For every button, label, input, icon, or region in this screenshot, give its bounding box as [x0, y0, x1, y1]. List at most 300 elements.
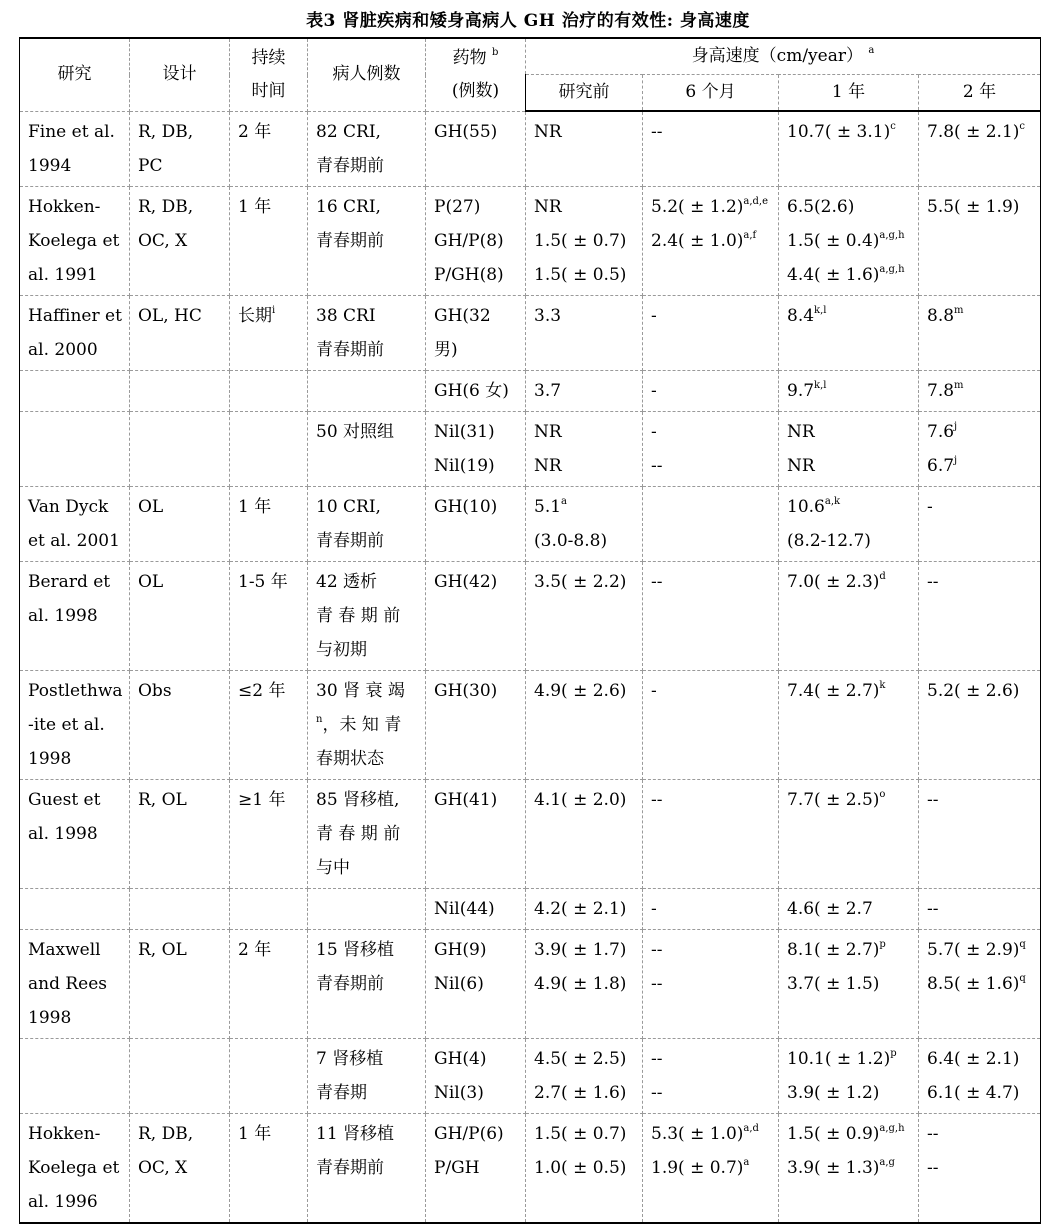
cell-design [130, 1038, 230, 1113]
footnote-marker: p [879, 938, 886, 950]
cell-patients [308, 295, 426, 370]
cell-patients [308, 1113, 426, 1223]
cell-line [787, 258, 910, 292]
footnote-marker: q [1019, 938, 1026, 950]
cell-m6 [643, 1113, 779, 1223]
header-velocity-label: 身高速度（cm/year） [691, 46, 863, 66]
cell-value: 8.5( ± 1.6) [927, 973, 1020, 994]
cell-line: -- [651, 571, 663, 592]
cell-line [927, 115, 1032, 149]
cell-study [20, 370, 130, 411]
cell-line: 1 年 [238, 196, 272, 217]
cell-line: Nil(44) [434, 898, 495, 919]
cell-line [787, 374, 910, 408]
cell-design [130, 295, 230, 370]
cell-line: 10 CRI, [316, 496, 381, 517]
cell-line: -- [927, 571, 939, 592]
cell-study [20, 1038, 130, 1113]
cell-design [130, 929, 230, 1038]
header-before-study: 研究前 [526, 75, 643, 112]
cell-line: R, OL [138, 789, 187, 810]
footnote-marker: i [272, 304, 276, 316]
cell-line: 82 CRI, [316, 121, 381, 142]
cell-design [130, 370, 230, 411]
header-duration [230, 38, 308, 111]
cell-line: OL [138, 496, 164, 517]
cell-line: GH(9) [434, 939, 487, 960]
cell-line [927, 933, 1032, 967]
cell-line: OL [138, 571, 164, 592]
cell-y1 [779, 411, 919, 486]
cell-patients [308, 670, 426, 779]
cell-line: 3.9( ± 1.7) [534, 939, 627, 960]
cell-y1 [779, 929, 919, 1038]
cell-line: Koelega et [28, 230, 120, 251]
cell-line: GH/P(8) [434, 230, 504, 251]
cell-duration [230, 186, 308, 295]
cell-before [526, 295, 643, 370]
cell-before [526, 561, 643, 670]
cell-duration [230, 929, 308, 1038]
cell-duration [230, 779, 308, 888]
cell-line: -- [651, 1048, 663, 1069]
cell-line: GH(6 女) [434, 380, 509, 401]
cell-line: 与中 [316, 857, 350, 878]
cell-line [787, 783, 910, 817]
cell-line: 1 年 [238, 1123, 272, 1144]
cell-line: NR [534, 196, 562, 217]
cell-line: 2 年 [238, 121, 272, 142]
cell-line: P(27) [434, 196, 481, 217]
cell-line: and Rees [28, 973, 108, 994]
cell-line [651, 224, 770, 258]
cell-line: OC, X [138, 230, 188, 251]
cell-drug [426, 888, 526, 929]
footnote-marker: a,k [824, 495, 841, 507]
footnote-marker: a,g,h [879, 263, 905, 275]
table-row [20, 561, 1041, 670]
cell-line: 男) [434, 339, 458, 360]
cell-value: 3.9( ± 1.3) [787, 1157, 880, 1178]
cell-line: 青春期前 [316, 339, 384, 360]
cell-study [20, 561, 130, 670]
cell-line: - [927, 496, 933, 517]
cell-line: 1998 [28, 748, 72, 769]
cell-line: 4.1( ± 2.0) [534, 789, 627, 810]
footnote-marker: a,d,e [743, 195, 769, 207]
cell-y1 [779, 370, 919, 411]
cell-line: Postlethwa [28, 680, 123, 701]
cell-line: 4.5( ± 2.5) [534, 1048, 627, 1069]
cell-design [130, 888, 230, 929]
table-row [20, 779, 1041, 888]
cell-line: 4.9( ± 1.8) [534, 973, 627, 994]
cell-line: NR [534, 122, 562, 142]
cell-y2 [919, 670, 1041, 779]
cell-y1 [779, 1113, 919, 1223]
cell-line: 4.6( ± 2.7 [787, 898, 873, 919]
cell-line: GH(41) [434, 789, 498, 810]
cell-line: Haffiner et [28, 305, 122, 326]
header-drug-line2: (例数) [451, 80, 500, 101]
cell-before [526, 888, 643, 929]
cell-y1 [779, 779, 919, 888]
cell-line: 1.5( ± 0.5) [534, 264, 627, 285]
cell-line: GH(42) [434, 571, 498, 592]
cell-line [927, 415, 1032, 449]
cell-line [927, 374, 1032, 408]
cell-study [20, 888, 130, 929]
cell-m6 [643, 370, 779, 411]
table-row [20, 295, 1041, 370]
cell-patients [308, 370, 426, 411]
cell-line [787, 674, 910, 708]
cell-patients [308, 1038, 426, 1113]
cell-value: 9.7 [787, 380, 815, 401]
cell-line: 42 透析 [316, 571, 378, 592]
cell-study [20, 929, 130, 1038]
cell-y2 [919, 295, 1041, 370]
cell-line: 6.5(2.6) [787, 196, 855, 217]
cell-y1 [779, 888, 919, 929]
cell-line: -ite et al. [28, 714, 105, 735]
cell-duration [230, 486, 308, 561]
cell-line: 1.0( ± 0.5) [534, 1157, 627, 1178]
cell-value: 8.4 [787, 305, 815, 326]
cell-m6 [643, 561, 779, 670]
cell-line: -- [927, 789, 939, 810]
cell-m6 [643, 411, 779, 486]
cell-study [20, 186, 130, 295]
cell-drug [426, 411, 526, 486]
cell-m6 [643, 888, 779, 929]
cell-line: 6.4( ± 2.1) [927, 1048, 1020, 1069]
table-row [20, 370, 1041, 411]
cell-line: -- [651, 455, 663, 476]
cell-line: 青春期前 [316, 530, 384, 551]
cell-duration [230, 370, 308, 411]
cell-patients [308, 411, 426, 486]
cell-drug [426, 111, 526, 186]
cell-line: 1998 [28, 1007, 72, 1028]
header-1-year: 1 年 [779, 75, 919, 112]
cell-drug [426, 561, 526, 670]
cell-line: 青春期 [316, 1082, 367, 1103]
cell-line: Nil(3) [434, 1082, 484, 1103]
table-row [20, 411, 1041, 486]
cell-line: -- [927, 1157, 939, 1178]
cell-line: 3.9( ± 1.2) [787, 1082, 880, 1103]
cell-line: -- [651, 973, 663, 994]
cell-line: NR [787, 455, 815, 476]
footnote-marker: c [890, 121, 896, 132]
header-drug [426, 38, 526, 111]
footnote-marker: d [879, 570, 886, 582]
cell-study [20, 486, 130, 561]
footnote-marker: k [879, 679, 886, 691]
cell-m6 [643, 779, 779, 888]
cell-line: al. 1998 [28, 823, 98, 844]
header-patients: 病人例数 [308, 38, 426, 111]
cell-line: PC [138, 155, 163, 176]
header-2-years: 2 年 [919, 75, 1041, 112]
cell-line: 15 肾移植 [316, 939, 395, 960]
cell-before [526, 929, 643, 1038]
cell-line [316, 708, 417, 742]
cell-before [526, 411, 643, 486]
cell-line: Fine et al. [28, 121, 115, 142]
cell-drug [426, 1113, 526, 1223]
cell-m6 [643, 670, 779, 779]
cell-line: R, DB, [138, 196, 194, 217]
footnote-marker: a [561, 495, 568, 507]
cell-line [238, 299, 299, 333]
footnote-marker: c [1019, 121, 1025, 132]
cell-value: 7.8 [927, 380, 955, 401]
table-row [20, 670, 1041, 779]
cell-y1 [779, 561, 919, 670]
cell-line: 1.5( ± 0.7) [534, 1123, 627, 1144]
cell-design [130, 186, 230, 295]
cell-line: Nil(6) [434, 973, 484, 994]
cell-patients [308, 561, 426, 670]
cell-drug [426, 779, 526, 888]
cell-line: 6.1( ± 4.7) [927, 1082, 1020, 1103]
cell-line: 青 春 期 前 [316, 823, 401, 844]
header-drug-footnote: b [492, 46, 499, 58]
cell-line [927, 299, 1032, 333]
footnote-marker: a,g [879, 1156, 895, 1168]
cell-study [20, 779, 130, 888]
cell-line [787, 565, 910, 599]
cell-line: OL, HC [138, 305, 202, 326]
cell-line: 3.3 [534, 305, 562, 326]
cell-drug [426, 486, 526, 561]
cell-value: 7.6 [927, 421, 955, 442]
cell-value: 4.4( ± 1.6) [787, 264, 880, 285]
cell-line: Nil(19) [434, 455, 495, 476]
cell-study [20, 295, 130, 370]
cell-before [526, 1113, 643, 1223]
cell-value: 5.7( ± 2.9) [927, 939, 1020, 960]
cell-line: Hokken- [28, 196, 101, 217]
cell-line: 春期状态 [316, 748, 384, 769]
cell-value: 10.1( ± 1.2) [787, 1048, 891, 1069]
cell-y1 [779, 1038, 919, 1113]
cell-study [20, 1113, 130, 1223]
cell-value: 1.9( ± 0.7) [651, 1157, 744, 1178]
cell-drug [426, 929, 526, 1038]
cell-line: 青春期前 [316, 1157, 384, 1178]
cell-line: et al. 2001 [28, 530, 120, 551]
cell-line: 3.5( ± 2.2) [534, 571, 627, 592]
cell-value: 8.8 [927, 305, 955, 326]
cell-value: 7.0( ± 2.3) [787, 571, 880, 592]
cell-design [130, 1113, 230, 1223]
cell-y2 [919, 888, 1041, 929]
cell-line: al. 1996 [28, 1191, 98, 1212]
cell-line: GH(4) [434, 1048, 487, 1069]
cell-before [526, 670, 643, 779]
cell-line: - [651, 680, 657, 701]
footnote-marker: m [954, 304, 964, 316]
header-velocity-footnote: a [868, 45, 875, 56]
cell-line: - [651, 898, 657, 919]
cell-duration [230, 295, 308, 370]
cell-line: Van Dyck [28, 496, 109, 517]
cell-m6 [643, 929, 779, 1038]
cell-value: 8.1( ± 2.7) [787, 939, 880, 960]
footnote-marker: a,f [743, 229, 757, 241]
cell-line [927, 967, 1032, 1001]
cell-line [787, 299, 910, 333]
cell-design [130, 111, 230, 186]
cell-patients [308, 111, 426, 186]
cell-line: P/GH(8) [434, 264, 504, 285]
table-body [20, 111, 1041, 1223]
table-row [20, 1038, 1041, 1113]
cell-line: 16 CRI, [316, 196, 381, 217]
cell-line: Berard et [28, 571, 111, 592]
cell-value: 7.8( ± 2.1) [927, 122, 1020, 142]
cell-duration [230, 670, 308, 779]
cell-line: ≥1 年 [238, 789, 286, 810]
cell-value: 5.2( ± 1.2) [651, 196, 744, 217]
cell-line: 1.5( ± 0.7) [534, 230, 627, 251]
cell-y2 [919, 186, 1041, 295]
footnote-marker: p [890, 1047, 897, 1059]
header-duration-line1: 持续 [251, 47, 286, 68]
cell-line: 青 春 期 前 [316, 605, 401, 626]
cell-line: -- [651, 789, 663, 810]
cell-line: (8.2-12.7) [787, 530, 871, 551]
cell-line: 5.2( ± 2.6) [927, 680, 1020, 701]
header-6-months: 6 个月 [643, 75, 779, 112]
cell-line [787, 115, 910, 149]
cell-line: 1994 [28, 155, 72, 176]
table-row [20, 111, 1041, 186]
cell-line: 1-5 年 [238, 571, 288, 592]
cell-m6 [643, 486, 779, 561]
cell-line: - [651, 305, 657, 326]
cell-y2 [919, 561, 1041, 670]
cell-line: NR [787, 421, 815, 442]
footnote-marker: j [954, 420, 958, 432]
cell-line [787, 224, 910, 258]
cell-design [130, 561, 230, 670]
cell-patients [308, 486, 426, 561]
cell-y2 [919, 111, 1041, 186]
cell-design [130, 486, 230, 561]
footnote-marker: k,l [814, 379, 827, 391]
cell-line [651, 1151, 770, 1185]
cell-value: 5.3( ± 1.0) [651, 1123, 744, 1144]
cell-line: -- [651, 1082, 663, 1103]
cell-value: 10.6 [787, 496, 825, 517]
cell-before [526, 486, 643, 561]
cell-line: -- [651, 939, 663, 960]
cell-value-suffix: ，未 知 青 [322, 714, 402, 735]
cell-line: 3.7( ± 1.5) [787, 973, 880, 994]
cell-value: 10.7( ± 3.1) [787, 122, 891, 142]
cell-line [651, 190, 770, 224]
table-row [20, 486, 1041, 561]
cell-line: - [651, 380, 657, 401]
cell-duration [230, 411, 308, 486]
cell-y1 [779, 186, 919, 295]
cell-design [130, 411, 230, 486]
cell-line: (3.0-8.8) [534, 530, 608, 551]
footnote-marker: n [316, 713, 323, 725]
cell-line [534, 490, 634, 524]
cell-y2 [919, 779, 1041, 888]
footnote-marker: o [879, 788, 886, 800]
table-title: 表3 肾脏疾病和矮身高病人 GH 治疗的有效性: 身高速度 [306, 11, 750, 31]
cell-line: al. 1998 [28, 605, 98, 626]
cell-study [20, 670, 130, 779]
cell-patients [308, 929, 426, 1038]
cell-drug [426, 370, 526, 411]
cell-line: 青春期前 [316, 155, 384, 176]
cell-value: 长期 [238, 305, 272, 326]
cell-line [787, 933, 910, 967]
cell-value: 6.7 [927, 455, 955, 476]
cell-line: 50 对照组 [316, 421, 395, 442]
cell-line: -- [927, 1123, 939, 1144]
header-drug-line1 [430, 42, 521, 75]
cell-line: 3.7 [534, 380, 562, 401]
cell-line: R, DB, [138, 1123, 194, 1144]
footnote-marker: k,l [814, 304, 827, 316]
cell-line: Obs [138, 680, 172, 701]
cell-line: Maxwell [28, 939, 101, 960]
cell-line: Nil(31) [434, 421, 495, 442]
cell-line: 38 CRI [316, 305, 376, 326]
cell-value: 1.5( ± 0.4) [787, 230, 880, 251]
cell-line: NR [534, 455, 562, 476]
cell-study [20, 411, 130, 486]
cell-before [526, 779, 643, 888]
cell-line: 11 肾移植 [316, 1123, 395, 1144]
cell-study [20, 111, 130, 186]
cell-duration [230, 561, 308, 670]
cell-drug [426, 670, 526, 779]
cell-line: P/GH [434, 1157, 480, 1178]
cell-y2 [919, 929, 1041, 1038]
cell-line: 4.2( ± 2.1) [534, 898, 627, 919]
cell-drug [426, 186, 526, 295]
table-row [20, 186, 1041, 295]
cell-line: 85 肾移植, [316, 789, 400, 810]
cell-line: 4.9( ± 2.6) [534, 680, 627, 701]
cell-line: 2.7( ± 1.6) [534, 1082, 627, 1103]
cell-line: OC, X [138, 1157, 188, 1178]
header-velocity [526, 38, 1041, 75]
cell-line: 30 肾 衰 竭 [316, 680, 405, 701]
cell-line: R, DB, [138, 121, 194, 142]
cell-y2 [919, 486, 1041, 561]
cell-patients [308, 888, 426, 929]
footnote-marker: m [954, 379, 964, 391]
table-row [20, 1113, 1041, 1223]
cell-value: 5.1 [534, 496, 562, 517]
footnote-marker: a,d [743, 1122, 759, 1134]
cell-design [130, 779, 230, 888]
cell-drug [426, 295, 526, 370]
cell-line: GH(30) [434, 680, 498, 701]
cell-value: 1.5( ± 0.9) [787, 1123, 880, 1144]
cell-line: 与初期 [316, 639, 367, 660]
